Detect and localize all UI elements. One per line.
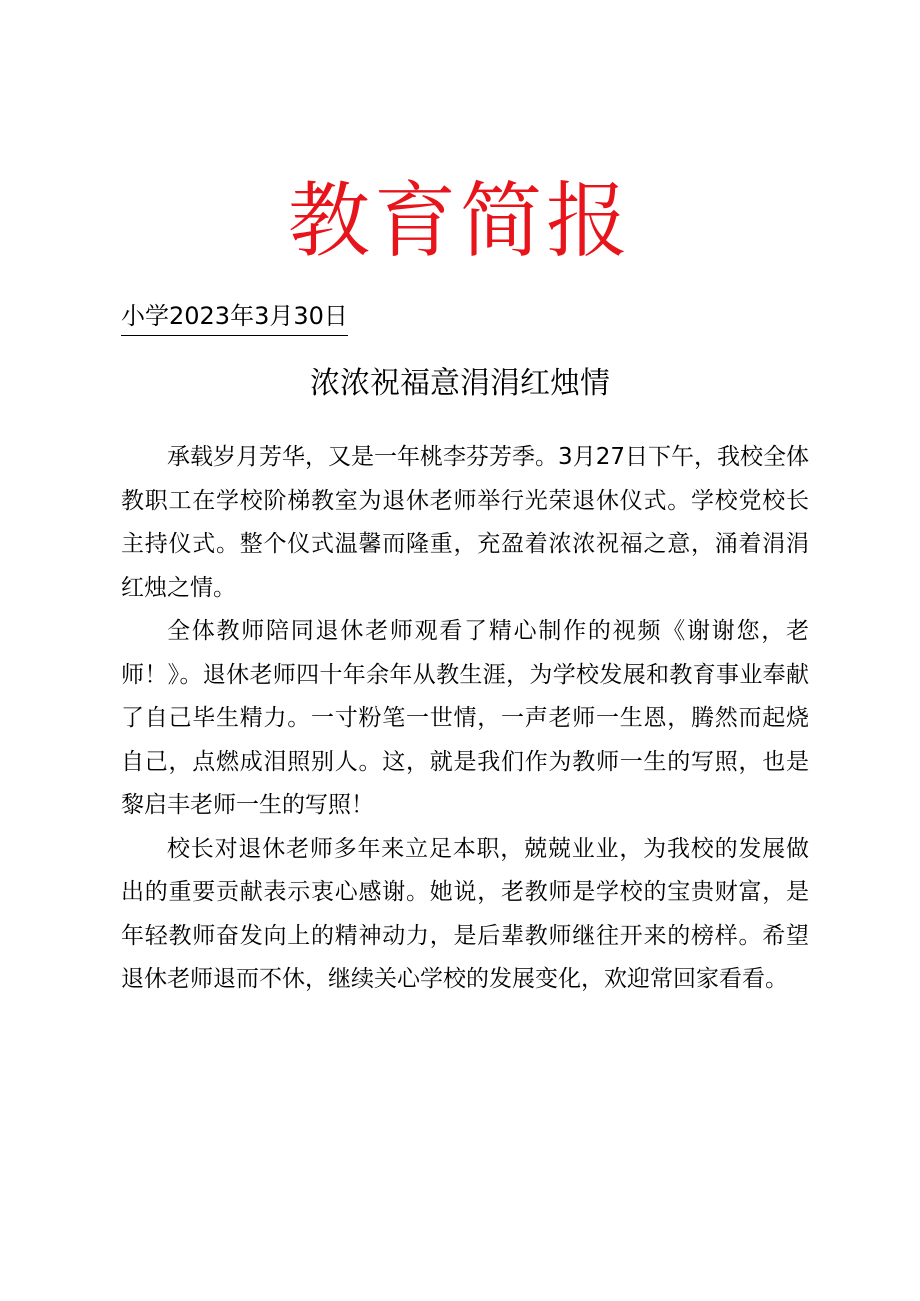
article-paragraph: 全体教师陪同退休老师观看了精心制作的视频《谢谢您，老师！》。退休老师四十年余年从教生涯，为学校发展和教育事业奉献了自己毕生精力。一寸粉笔一世情，一声老师一生恩，腾然而起烧自己，点燃成泪照别人。这，就是我们作为教师一生的写照，也是黎启丰老师一生的写照！ [121, 618, 809, 818]
school-dateline: 小学2023年3月30日 [121, 298, 348, 336]
article-headline: 浓浓祝福意涓涓红烛情 [310, 366, 610, 401]
article-paragraph: 校长对退休老师多年来立足本职，兢兢业业，为我校的发展做出的重要贡献表示衷心感谢。她说，老教师是学校的宝贵财富，是年轻教师奋发向上的精神动力，是后辈教师继往开来的榜样。希望退休老师退而不休，继续关心学校的发展变化，欢迎常回家看看。 [121, 835, 809, 992]
article-body [121, 436, 809, 1002]
newsletter-masthead: 教育简报 [287, 174, 632, 269]
article-paragraph: 承载岁月芳华，又是一年桃李芬芳季。3月27日下午，我校全体教职工在学校阶梯教室为退休老师举行光荣退休仪式。学校党校长主持仪式。整个仪式温馨而隆重，充盈着浓浓祝福之意，涌着涓涓红烛之情。 [121, 444, 809, 601]
